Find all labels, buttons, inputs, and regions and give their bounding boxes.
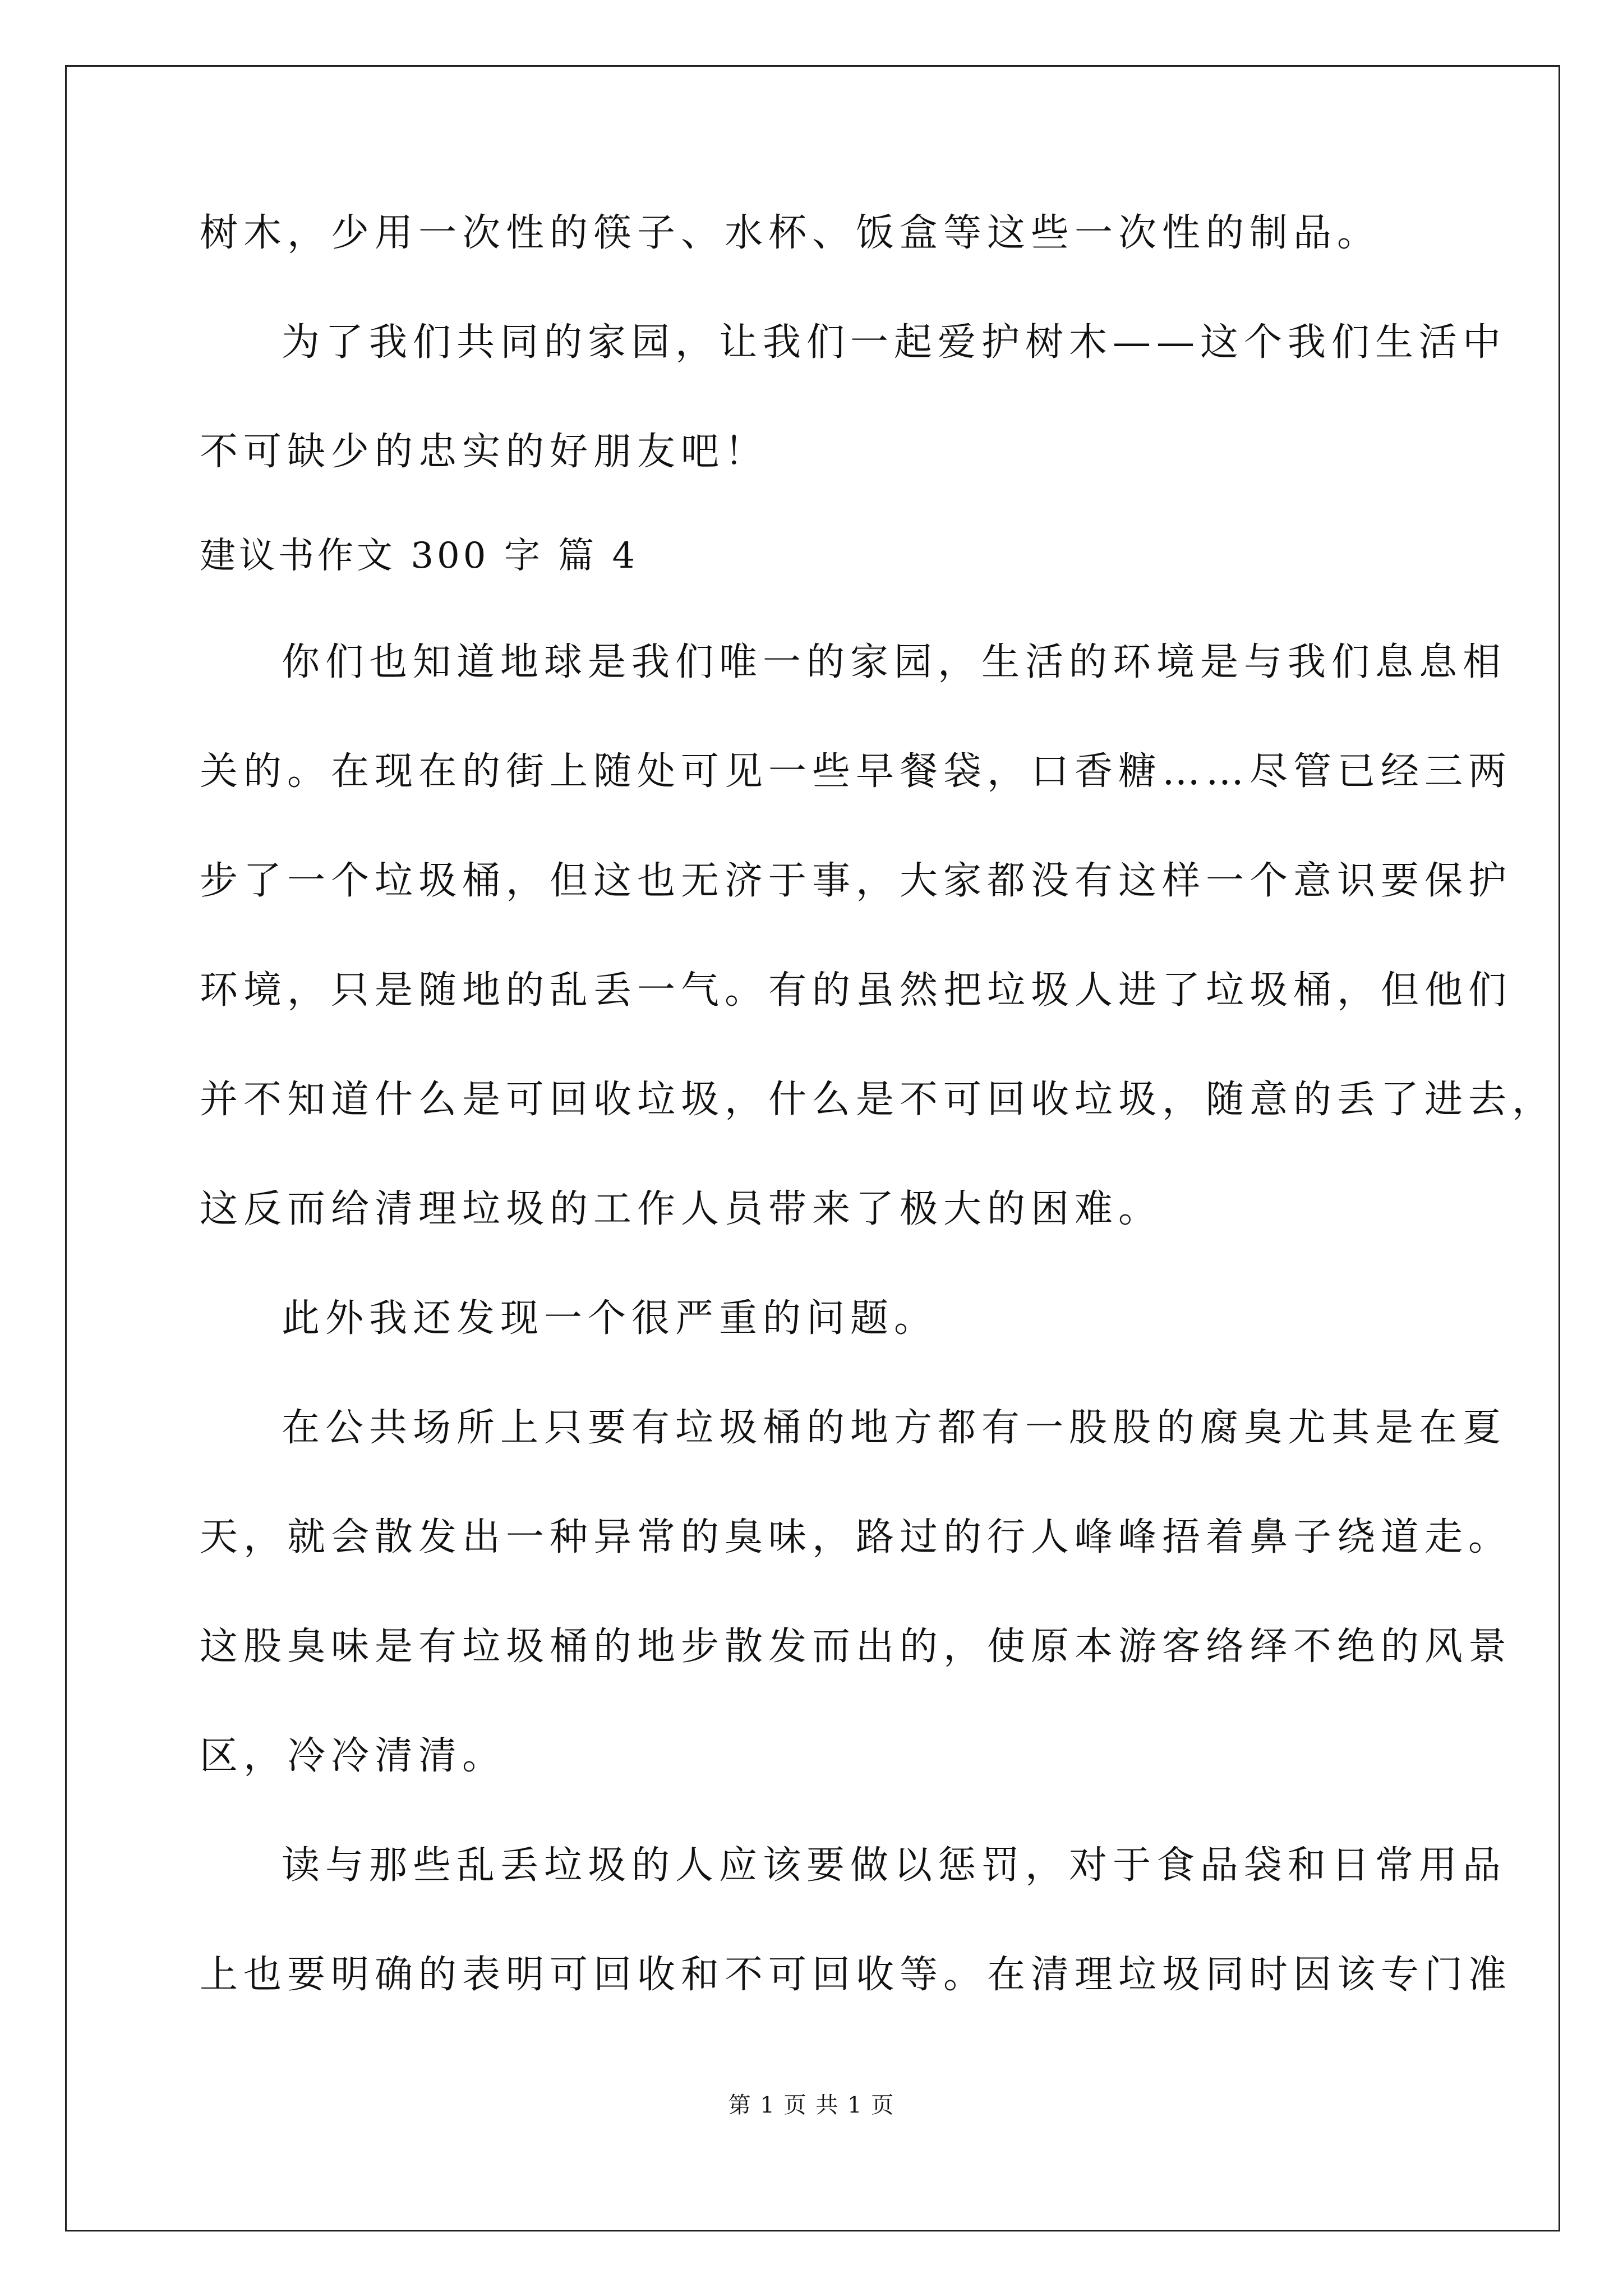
text-line-17: 上也要明确的表明可回收和不可回收等。在清理垃圾同时因该专门准 [200,1953,1513,1997]
text-line-12: 在公共场所上只要有垃圾桶的地方都有一股股的腐臭尤其是在夏 [282,1406,1507,1450]
text-line-10: 这反而给清理垃圾的工作人员带来了极大的困难。 [200,1187,1163,1231]
text-line-9: 并不知道什么是可回收垃圾，什么是不可回收垃圾，随意的丢了进去， [200,1078,1556,1122]
text-line-6: 关的。在现在的街上随处可见一些早餐袋，口香糖……尽管已经三两 [200,749,1513,794]
page-footer: 第 1 页 共 1 页 [728,2092,895,2118]
page-border [65,65,1560,2231]
text-line-8: 环境，只是随地的乱丢一气。有的虽然把垃圾人进了垃圾桶，但他们 [200,968,1513,1013]
text-line-11: 此外我还发现一个很严重的问题。 [282,1296,938,1341]
text-line-13: 天，就会散发出一种异常的臭味，路过的行人峰峰捂着鼻子绕道走。 [200,1515,1513,1559]
text-line-1: 树木，少用一次性的筷子、水杯、饭盒等这些一次性的制品。 [200,211,1381,255]
text-line-7: 步了一个垃圾桶，但这也无济于事，大家都没有这样一个意识要保护 [200,859,1513,903]
text-line-5: 你们也知道地球是我们唯一的家园，生活的环境是与我们息息相 [282,640,1507,684]
text-line-16: 读与那些乱丢垃圾的人应该要做以惩罚，对于食品袋和日常用品 [282,1843,1507,1888]
text-line-15: 区，冷冷清清。 [200,1734,506,1778]
text-line-2: 为了我们共同的家园，让我们一起爱护树木——这个我们生活中 [282,320,1507,365]
section-heading: 建议书作文 300 字 篇 4 [200,535,639,577]
text-line-3: 不可缺少的忠实的好朋友吧！ [200,430,769,474]
text-line-14: 这股臭味是有垃圾桶的地步散发而出的，使原本游客络绎不绝的风景 [200,1625,1513,1669]
